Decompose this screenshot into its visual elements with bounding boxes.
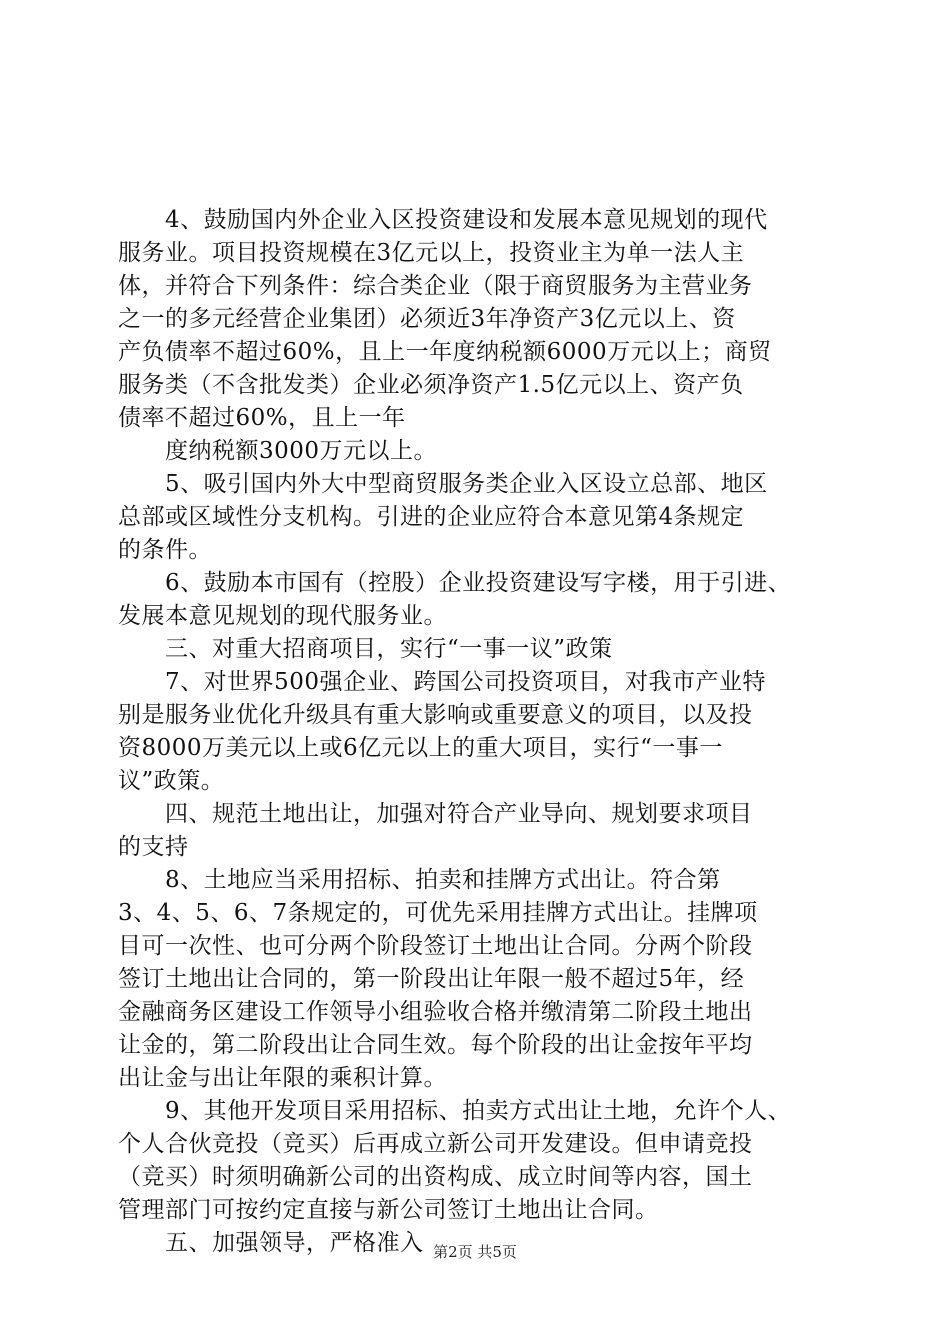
- text-line: 体，并符合下列条件：综合类企业（限于商贸服务为主营业务: [118, 273, 753, 299]
- text-line: 目可一次性、也可分两个阶段签订土地出让合同。分两个阶段: [118, 933, 753, 959]
- text-line: 6、鼓励本市国有（控股）企业投资建设写字楼，用于引进、: [118, 570, 792, 596]
- text-line: 之一的多元经营企业集团）必须近3年净资产3亿元以上、资: [118, 306, 736, 332]
- text-line: 3、4、5、6、7条规定的，可优先采用挂牌方式出让。挂牌项: [118, 900, 758, 926]
- text-line: 管理部门可按约定直接与新公司签订土地出让合同。: [118, 1197, 659, 1223]
- text-line: 议”政策。: [118, 768, 225, 794]
- text-line: 4、鼓励国内外企业入区投资建设和发展本意见规划的现代: [118, 207, 768, 233]
- text-line: 总部或区域性分支机构。引进的企业应符合本意见第4条规定: [118, 504, 745, 530]
- text-line: 别是服务业优化升级具有重大影响或重要意义的项目，以及投: [118, 702, 753, 728]
- text-line: 让金的，第二阶段出让合同生效。每个阶段的出让金按年平均: [118, 1032, 753, 1058]
- text-line: 个人合伙竞投（竞买）后再成立新公司开发建设。但申请竞投: [118, 1131, 753, 1157]
- text-line: 金融商务区建设工作领导小组验收合格并缴清第二阶段土地出: [118, 999, 753, 1025]
- text-line: 出让金与出让年限的乘积计算。: [118, 1065, 447, 1091]
- section-heading: 五、加强领导，严格准入: [118, 1230, 424, 1256]
- section-heading: 的支持: [118, 834, 189, 860]
- section-heading: 三、对重大招商项目，实行“一事一议”政策: [118, 636, 613, 662]
- document-body: [118, 204, 834, 1260]
- text-line: 资8000万美元以上或6亿元以上的重大项目，实行“一事一: [118, 735, 723, 761]
- text-line: 服务业。项目投资规模在3亿元以上，投资业主为单一法人主: [118, 240, 745, 266]
- text-line: 债率不超过60%，且上一年: [118, 405, 406, 431]
- text-line: 9、其他开发项目采用招标、拍卖方式出让土地，允许个人、: [118, 1098, 792, 1124]
- page-number-footer: 第2页 共5页: [433, 1243, 517, 1261]
- text-line: 的条件。: [118, 537, 212, 563]
- text-line: 7、对世界500强企业、跨国公司投资项目，对我市产业特: [118, 669, 767, 695]
- text-line: 产负债率不超过60%，且上一年度纳税额6000万元以上；商贸: [118, 339, 772, 365]
- text-line: 8、土地应当采用招标、拍卖和挂牌方式出让。符合第: [118, 867, 721, 893]
- text-line: （竞买）时须明确新公司的出资构成、成立时间等内容，国土: [118, 1164, 753, 1190]
- section-heading: 四、规范土地出让，加强对符合产业导向、规划要求项目: [118, 801, 753, 827]
- text-line: 服务类（不含批发类）企业必须净资产1.5亿元以上、资产负: [118, 372, 744, 398]
- text-line: 5、吸引国内外大中型商贸服务类企业入区设立总部、地区: [118, 471, 768, 497]
- text-line: 发展本意见规划的现代服务业。: [118, 603, 447, 629]
- text-line: 度纳税额3000万元以上。: [118, 438, 438, 464]
- text-line: 签订土地出让合同的，第一阶段出让年限一般不超过5年，经: [118, 966, 745, 992]
